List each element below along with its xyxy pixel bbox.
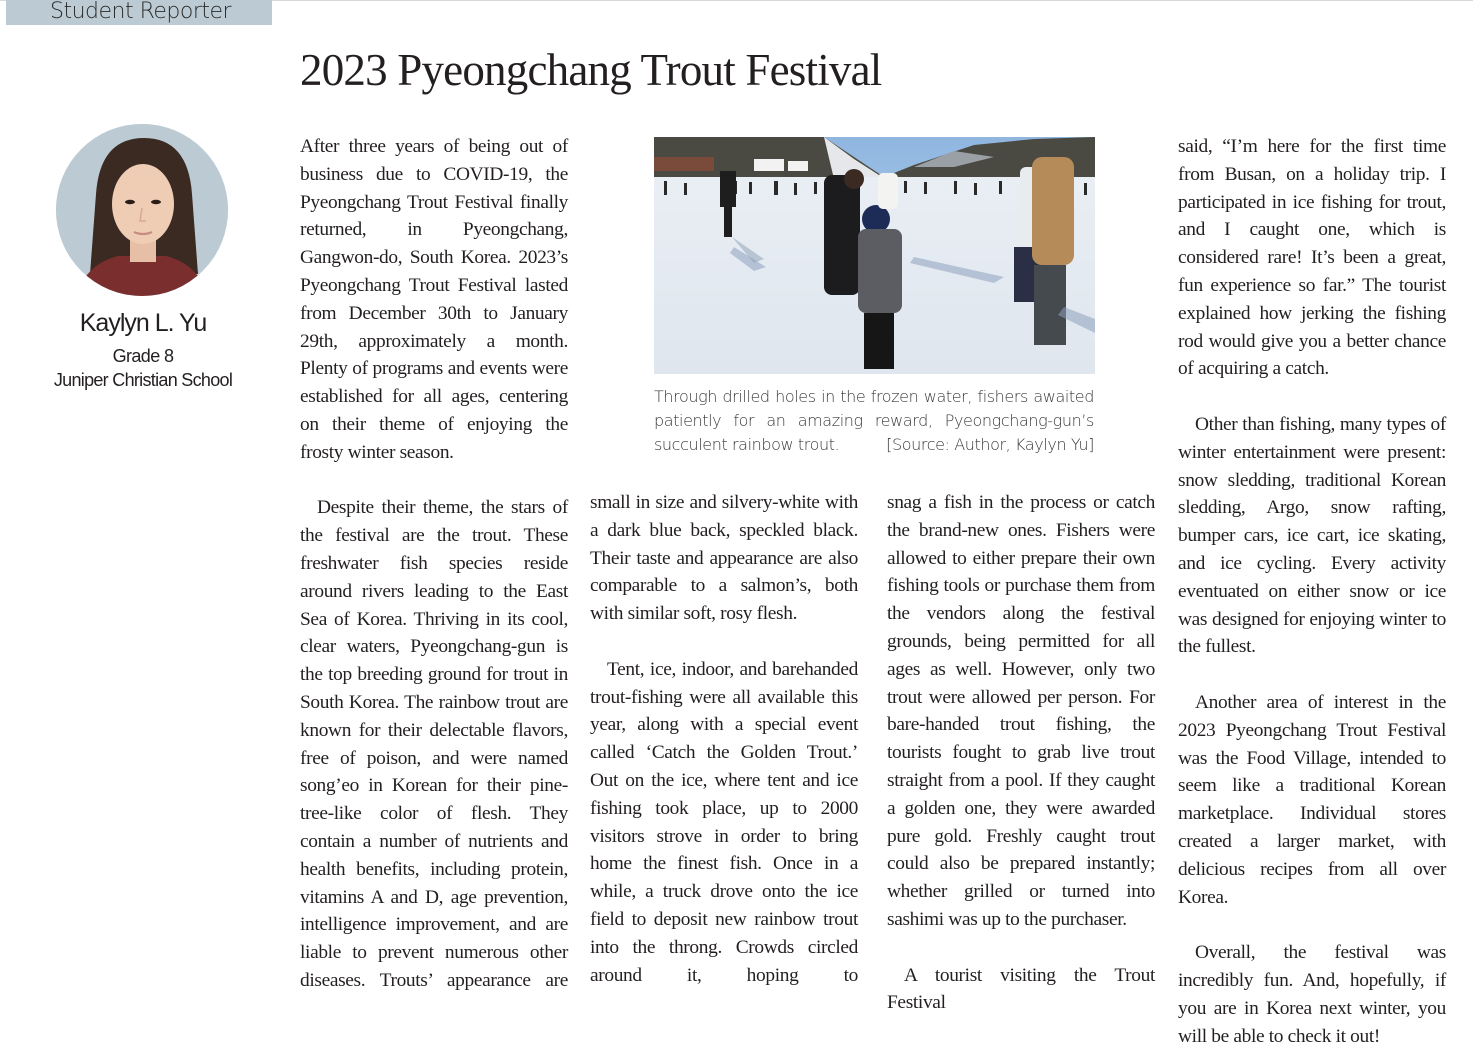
paragraph: A tourist visiting the Trout Festival: [887, 964, 1155, 1014]
article-column-3: [887, 489, 1155, 1017]
photo-caption: [654, 385, 1094, 457]
article-column-1: [300, 133, 568, 995]
author-photo: [56, 124, 228, 296]
festival-photo: [654, 137, 1095, 374]
caption-line: succulent rainbow trout.: [654, 435, 840, 454]
article-column-2: [590, 489, 858, 989]
author-school: Juniper Christian School: [53, 370, 233, 390]
paragraph: Another area of interest in the 2023 Pyeongchang Trout Festival was the Food Village, intended to seem like a traditional Korean marketplace. Individual stores created a larger market, with delicious recipes from all over Korea.: [1178, 691, 1446, 908]
author-name: Kaylyn L. Yu: [79, 309, 207, 337]
article-title: 2023 Pyeongchang Trout Festival: [300, 45, 882, 95]
caption-line: Through drilled holes in the frozen water, fishers awaited: [654, 387, 1094, 406]
paragraph: Overall, the festival was incredibly fun. And, hopefully, if you are in Korea next winter, you will be able to check it out!: [1178, 942, 1446, 1047]
paragraph: After three years of being out of business due to COVID-19, the Pyeongchang Trout Festival finally returned, in Pyeongchang, Gangwon-do, South Korea. 2023’s Pyeongchang Trout Festival lasted from December 30th to January 29th, approximately a month. Plenty of programs and events were established for all ages, centering on their theme of enjoying the frosty winter season.: [300, 136, 568, 463]
paragraph: snag a fish in the process or catch the brand-new ones. Fishers were allowed to either prepare their own fishing tools or purchase them from the vendors along the festival grounds, being permitted for all ages as well. However, only two trout were allowed per person. For bare-handed trout fishing, the tourists fought to grab live trout straight from a pool. If they caught a golden one, they were awarded pure gold. Freshly caught trout could also be prepared instantly; whether grilled or turned into sashimi was up to the purchaser.: [887, 492, 1155, 930]
paragraph: Tent, ice, indoor, and barehanded trout-fishing were all available this year, along with a special event called ‘Catch the Golden Trout.’ Out on the ice, where tent and ice fishing took place, up to 2000 visitors strove in order to bring home the finest fish. Once in a while, a truck drove onto the ice field to deposit new rainbow trout into the throng. Crowds circled around it, hoping to: [590, 658, 858, 986]
author-grade: Grade 8: [112, 346, 174, 366]
photo-source: [Source: Author, Kaylyn Yu]: [886, 435, 1094, 454]
paragraph: small in size and silvery-white with a dark blue back, speckled black. Their taste and appearance are also comparable to a salmon’s, both with similar soft, rosy flesh.: [590, 492, 858, 625]
caption-line: patiently for an amazing reward, Pyeongchang-gun’s: [654, 411, 1094, 430]
article-column-4: [1178, 133, 1446, 1050]
paragraph: Despite their theme, the stars of the festival are the trout. These freshwater fish species reside around rivers leading to the East Sea of Korea. Thriving in its cool, clear waters, Pyeongchang-gun is the top breeding ground for trout in South Korea. The rainbow trout are known for their delectable flavors, free of poison, and were named song’eo in Korean for their pine-tree-like color of flesh. They contain a number of nutrients and health benefits, including protein, vitamins A and D, age prevention, intelligence improvement, and are liable to prevent numerous other diseases. Trouts’ appearance are: [300, 497, 568, 991]
section-label: Student Reporter: [6, 0, 272, 25]
paragraph: Other than fishing, many types of winter entertainment were present: snow sledding, traditional Korean sledding, Argo, snow rafting, bumper cars, ice cart, ice skating, and ice cycling. Every activity eventuated on either snow or ice was designed for enjoying winter to the fullest.: [1178, 413, 1446, 658]
paragraph: said, “I’m here for the first time from Busan, on a holiday trip. I participated in ice fishing for trout, and I caught one, which is considered rare! It’s been a great, fun experience so far.” The tourist explained how jerking the fishing rod would give you a better chance of acquiring a catch.: [1178, 136, 1446, 380]
